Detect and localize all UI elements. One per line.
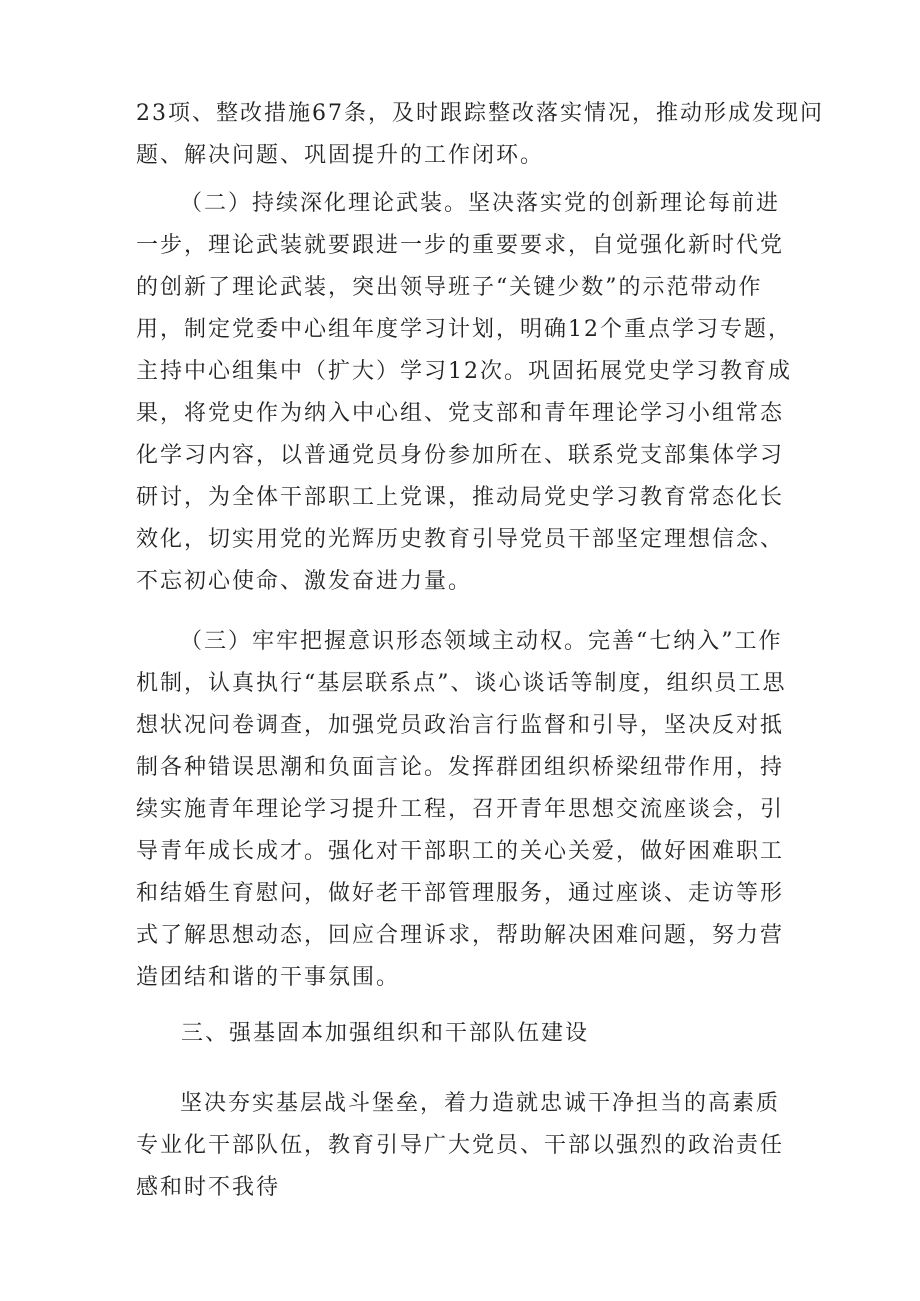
paragraph-organization-building: 坚决夯实基层战斗堡垒，着力造就忠诚干净担当的高素质专业化干部队伍，教育引导广大党员、干部以强烈的政治责任感和时不我待 <box>136 1091 785 1200</box>
paragraph-ideology-initiative: （三）牢牢把握意识形态领域主动权。完善“七纳入”工作机制，认真执行“基层联系点”、谈心谈话等制度，组织员工思想状况问卷调查，加强党员政治言行监督和引导，坚决反对抵制各种错误思潮和负面言论。发挥群团组织桥梁纽带作用，持续实施青年理论学习提升工程，召开青年思想交流座谈会，引导青年成长成才。强化对干部职工的关心关爱，做好困难职工和结婚生育慰问，做好老干部管理服务，通过座谈、走访等形式了解思想动态，回应合理诉求，帮助解决困难问题，努力营造团结和谐的干事氛围。 <box>136 629 787 990</box>
section-heading: 三、强基固本加强组织和干部队伍建设 <box>181 1021 590 1046</box>
paragraph-theory-armament: （二）持续深化理论武装。坚决落实党的创新理论每前进一步，理论武装就要跟进一步的重要要求，自觉强化新时代党的创新了理论武装，突出领导班子“关键少数”的示范带动作用，制定党委中心组年度学习计划，明确12个重点学习专题，主持中心组集中（扩大）学习12次。巩固拓展党史学习教育成果，将党史作为纳入中心组、党支部和青年理论学习小组常态化学习内容，以普通党员身份参加所在、联系党支部集体学习研讨，为全体干部职工上党课，推动局党史学习教育常态化长效化，切实用党的光辉历史教育引导党员干部坚定理想信念、不忘初心使命、激发奋进力量。 <box>136 191 792 594</box>
paragraph-continuation: 23项、整改措施67条，及时跟踪整改落实情况，推动形成发现问题、解决问题、巩固提升的工作闭环。 <box>136 101 824 168</box>
